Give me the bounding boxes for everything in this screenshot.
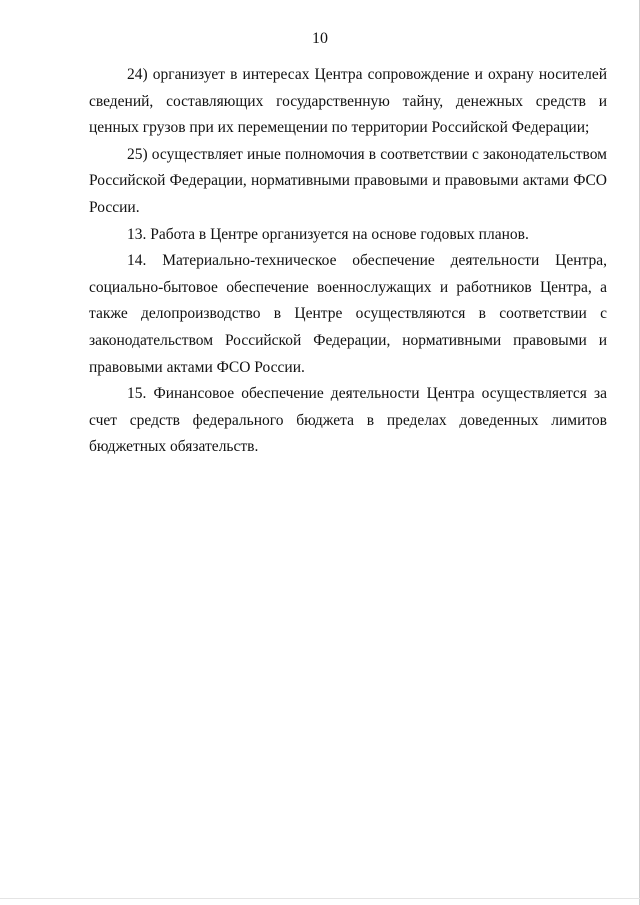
page-number: 10: [312, 30, 328, 47]
paragraph-item-25: 25) осуществляет иные полномочия в соответствии с законодательством Российской Федерации, нормативными правовыми и правовыми актами ФСО России.: [89, 145, 607, 216]
paragraph-clause-14: 14. Материально-техническое обеспечение деятельности Центра, социально-бытовое обеспечение военнослужащих и работников Центра, а также делопроизводство в Центре осуществляются в соответствии с законодательством Российской Федерации, нормативными правовыми и правовыми актами ФСО России.: [89, 252, 607, 376]
paragraph-item-24: 24) организует в интересах Центра сопровождение и охрану носителей сведений, составляющих государственную тайну, денежных средств и ценных грузов при их перемещении по территории Российской Федерации;: [89, 66, 607, 137]
scan-bottom-line: [0, 898, 640, 899]
paragraph-clause-15: 15. Финансовое обеспечение деятельности Центра осуществляется за счет средств федерального бюджета в пределах доведенных лимитов бюджетных обязательств.: [89, 385, 607, 456]
paragraph-clause-13: 13. Работа в Центре организуется на основе годовых планов.: [127, 225, 529, 243]
document-body: [89, 62, 607, 461]
